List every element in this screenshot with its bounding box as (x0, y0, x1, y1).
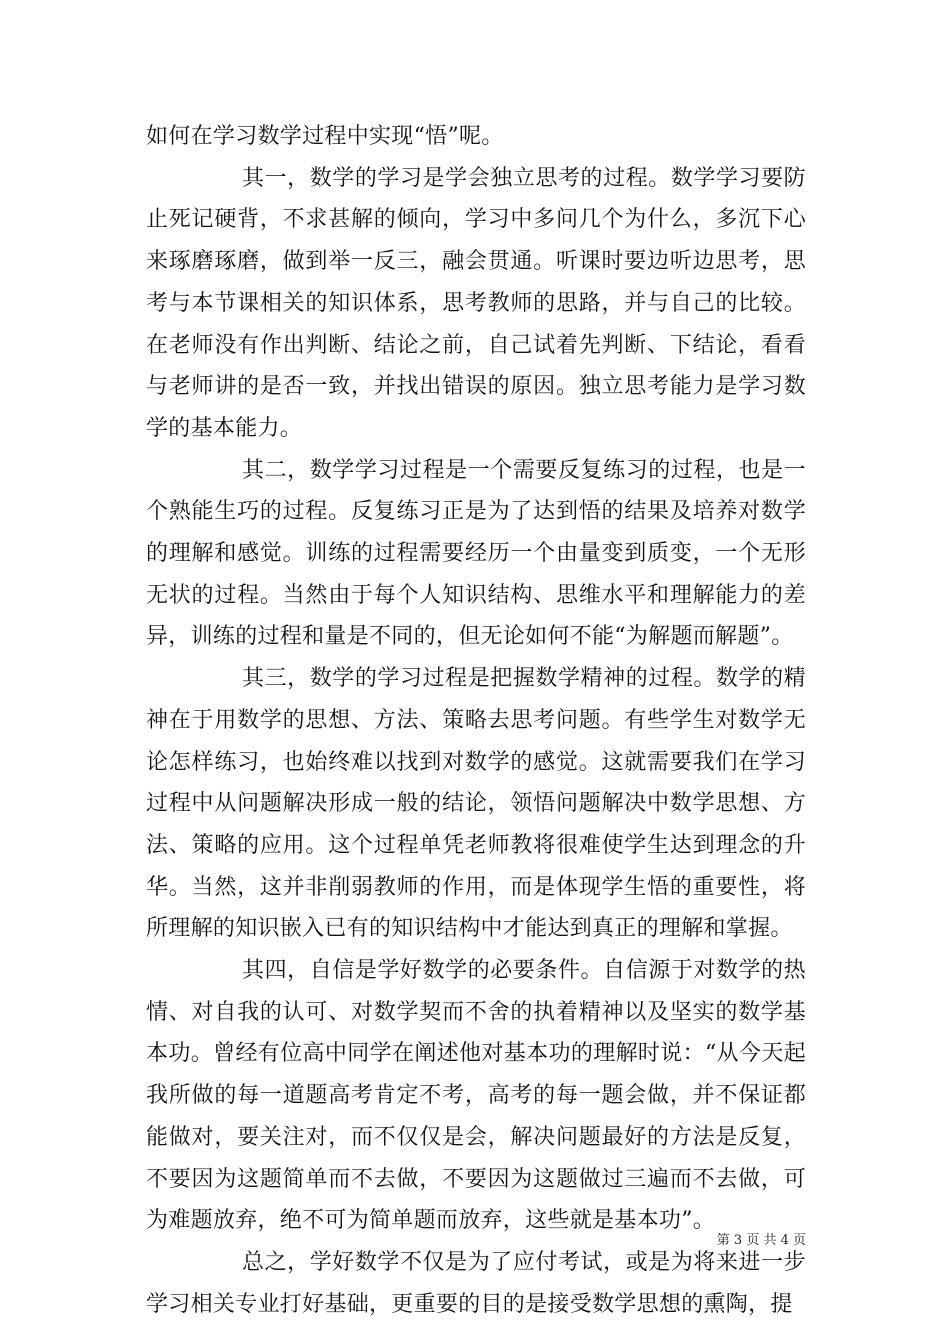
paragraph-point-3: 其三，数学的学习过程是把握数学精神的过程。数学的精神在于用数学的思想、方法、策略去思考问题。有些学生对数学无论怎样练习，也始终难以找到对数学的感觉。这就需要我们在学习过程中从问题解决形成一般的结论，领悟问题解决中数学思想、方法、策略的应用。这个过程单凭老师教将很难使学生达到理念的升华。当然，这并非削弱教师的作用，而是体现学生悟的重要性，将所理解的知识嵌入已有的知识结构中才能达到真正的理解和掌握。 (146, 666, 806, 942)
page-number-footer: 第 3 页 共 4 页 (716, 1233, 806, 1248)
body-text (146, 116, 806, 1325)
paragraph-point-2: 其二，数学学习过程是一个需要反复练习的过程，也是一个熟能生巧的过程。反复练习正是为了达到悟的结果及培养对数学的理解和感觉。训练的过程需要经历一个由量变到质变，一个无形无状的过程。当然由于每个人知识结构、思维水平和理解能力的差异，训练的过程和量是不同的，但无论如何不能“为解题而解题”。 (146, 457, 806, 650)
paragraph-point-1: 其一，数学的学习是学会独立思考的过程。数学学习要防止死记硬背，不求甚解的倾向，学习中多问几个为什么，多沉下心来琢磨琢磨，做到举一反三，融会贯通。听课时要边听边思考，思考与本节课相关的知识体系，思考教师的思路，并与自己的比较。在老师没有作出判断、结论之前，自己试着先判断、下结论，看看与老师讲的是否一致，并找出错误的原因。独立思考能力是学习数学的基本能力。 (146, 165, 806, 441)
paragraph-intro: 如何在学习数学过程中实现“悟”呢。 (146, 124, 504, 149)
paragraph-conclusion: 总之，学好数学不仅是为了应付考试，或是为将来进一步学习相关专业打好基础，更重要的目的是接受数学思想的熏陶，提 (146, 1249, 806, 1317)
paragraph-point-4: 其四，自信是学好数学的必要条件。自信源于对数学的热情、对自我的认可、对数学契而不舍的执着精神以及坚实的数学基本功。曾经有位高中同学在阐述他对基本功的理解时说：“从今天起我所做的每一道题高考肯定不考，高考的每一题会做，并不保证都能做对，要关注对，而不仅仅是会，解决问题最好的方法是反复，不要因为这题简单而不去做，不要因为这题做过三遍而不去做，可为难题放弃，绝不可为简单题而放弃，这些就是基本功”。 (146, 958, 806, 1234)
